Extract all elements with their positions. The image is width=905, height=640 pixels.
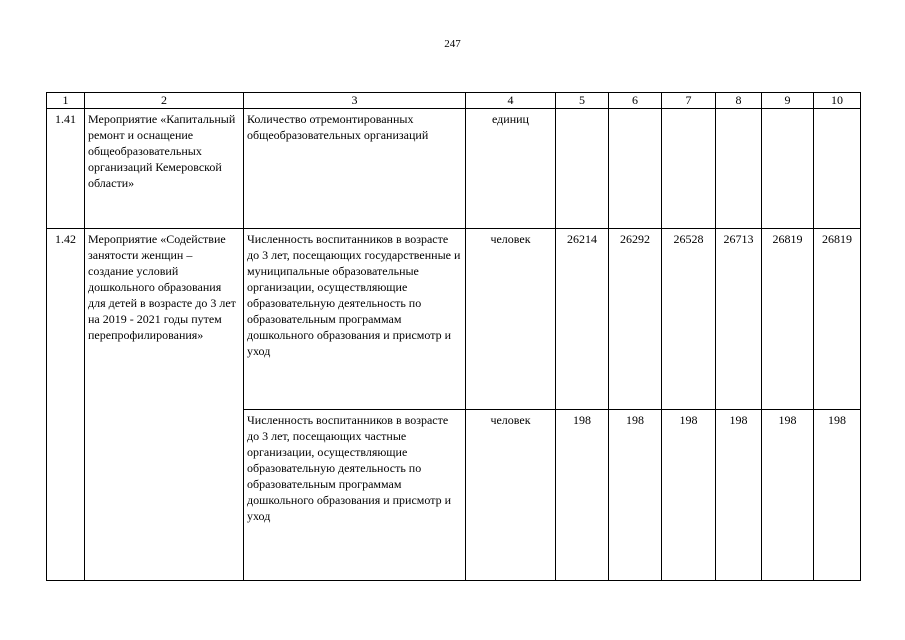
value-cell: 26713	[716, 229, 762, 410]
value-cell	[762, 109, 814, 229]
value-cell: 198	[814, 410, 861, 581]
value-cell: 198	[716, 410, 762, 581]
column-header: 3	[244, 93, 466, 109]
event-name: Мероприятие «Капитальный ремонт и оснащение общеобразовательных организаций Кемеровской области»	[85, 109, 244, 229]
unit: человек	[466, 229, 556, 410]
unit: единиц	[466, 109, 556, 229]
value-cell	[609, 109, 662, 229]
value-cell	[556, 109, 609, 229]
unit: человек	[466, 410, 556, 581]
value-cell: 26819	[814, 229, 861, 410]
value-cell: 26214	[556, 229, 609, 410]
column-header: 8	[716, 93, 762, 109]
value-cell: 26528	[662, 229, 716, 410]
value-cell	[662, 109, 716, 229]
value-cell: 198	[609, 410, 662, 581]
header-row	[47, 93, 861, 109]
column-header: 5	[556, 93, 609, 109]
indicators-table	[46, 92, 861, 581]
column-header: 9	[762, 93, 814, 109]
indicator-name: Численность воспитанников в возрасте до 3 лет, посещающих государственные и муниципальные образовательные организации, осуществляющие образовательную деятельность по образовательным программам дошкольного образования и присмотр и уход	[244, 229, 466, 410]
page-number: 247	[444, 38, 461, 50]
column-header: 1	[47, 93, 85, 109]
column-header: 6	[609, 93, 662, 109]
value-cell	[716, 109, 762, 229]
event-name: Мероприятие «Содействие занятости женщин – создание условий дошкольного образования для детей в возрасте до 3 лет на 2019 - 2021 годы путем перепрофилирования»	[85, 229, 244, 581]
table-row	[47, 229, 861, 410]
indicator-name: Численность воспитанников в возрасте до 3 лет, посещающих частные организации, осуществляющие образовательную деятельность по образовательным программам дошкольного образования и присмотр и уход	[244, 410, 466, 581]
column-header: 2	[85, 93, 244, 109]
value-cell: 198	[556, 410, 609, 581]
value-cell: 26292	[609, 229, 662, 410]
row-number: 1.41	[47, 109, 85, 229]
column-header: 4	[466, 93, 556, 109]
value-cell: 26819	[762, 229, 814, 410]
row-number: 1.42	[47, 229, 85, 581]
value-cell	[814, 109, 861, 229]
indicator-name: Количество отремонтированных общеобразовательных организаций	[244, 109, 466, 229]
value-cell: 198	[662, 410, 716, 581]
column-header: 10	[814, 93, 861, 109]
table-row	[47, 109, 861, 229]
value-cell: 198	[762, 410, 814, 581]
column-header: 7	[662, 93, 716, 109]
